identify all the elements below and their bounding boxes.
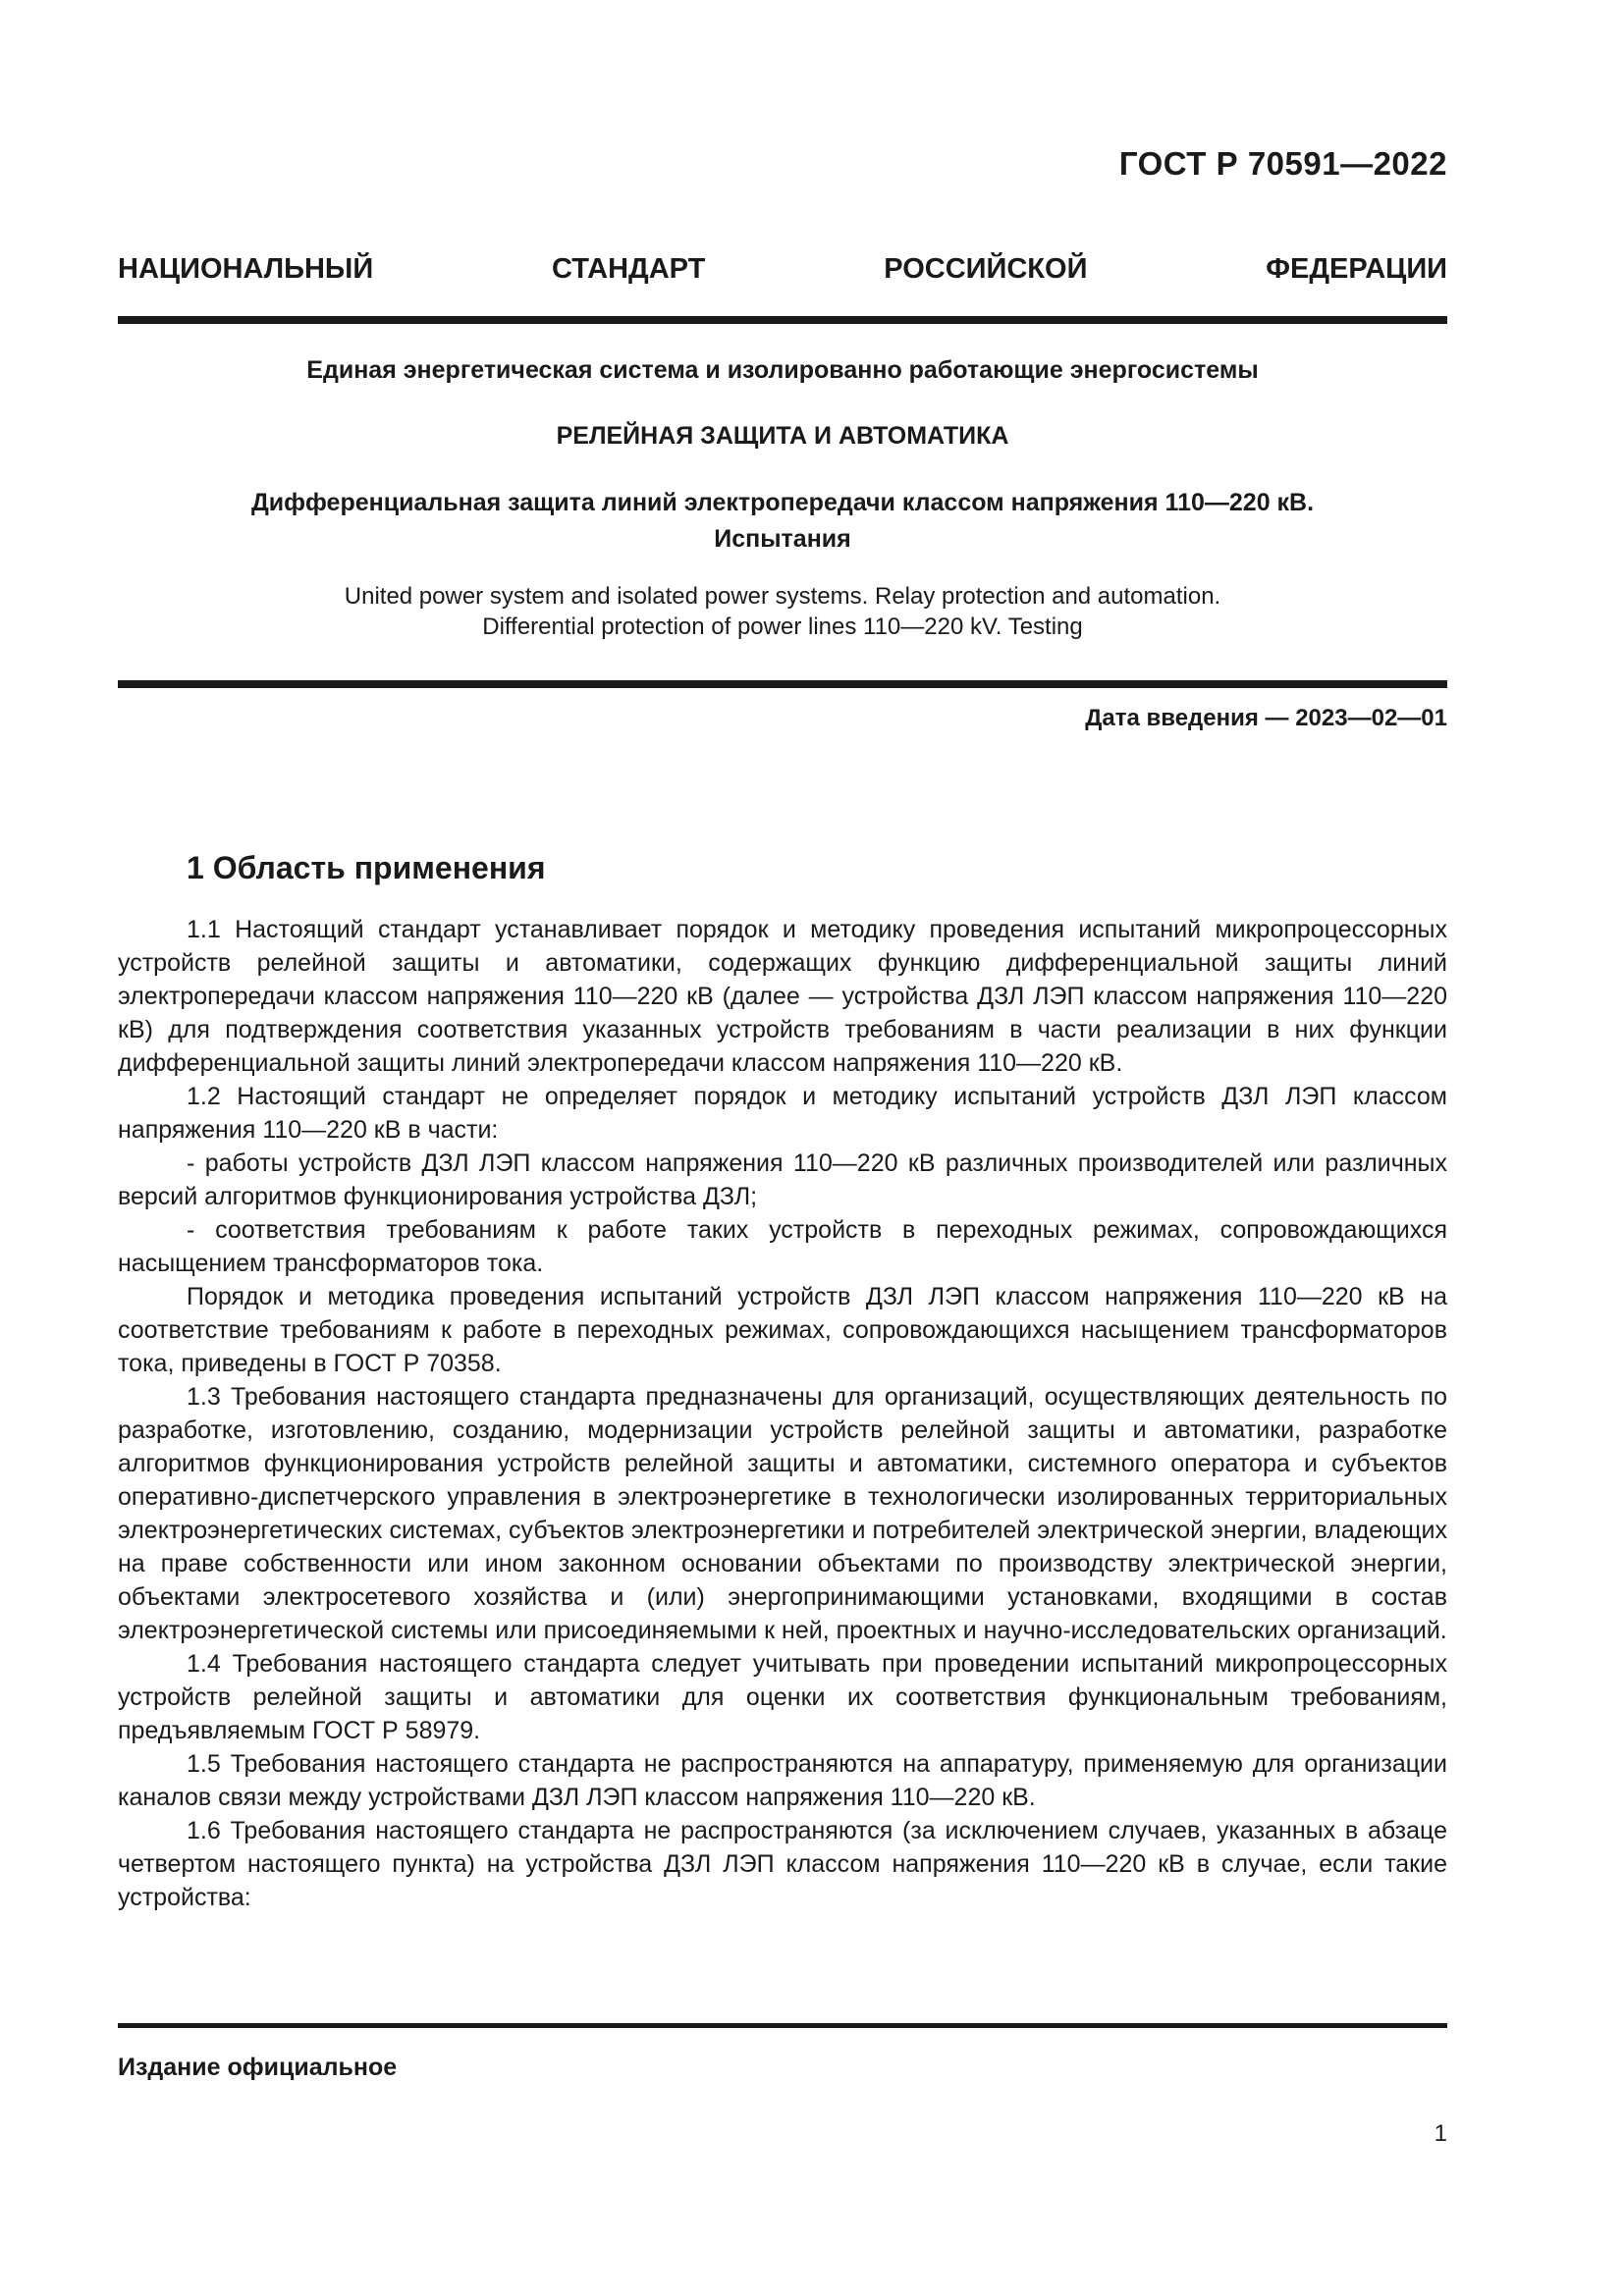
banner-letter: И [1406,253,1428,285]
banner-letter [705,253,884,285]
top-rule [118,316,1447,324]
banner-letter: С [552,253,572,285]
banner-letter: А [137,253,159,285]
title-english-line-1: United power system and isolated power systems. Relay protection and automation. [344,583,1221,610]
title-subject [118,485,1447,558]
introduction-date: Дата введения — 2023—02—01 [1085,705,1447,731]
banner-letter: Е [1329,253,1349,285]
banner-letter: С [924,253,946,285]
footer-rule [118,2023,1447,2028]
banner-letter [1087,253,1266,285]
section-heading: 1 Область применения [187,850,546,885]
paragraph: - работы устройств ДЗЛ ЛЭП классом напряжения 110—220 кВ различных производителей или различных версий алгоритмов функционирования устройства ДЗЛ; [118,1149,1447,1210]
section-body [118,913,1447,1914]
banner-letter: Й [986,253,1007,285]
banner-letter: И [965,253,987,285]
standard-number: ГОСТ Р 70591—2022 [1118,145,1447,182]
banner-letter: И [180,253,200,285]
page-number: 1 [1434,2120,1447,2147]
paragraph: 1.4 Требования настоящего стандарта следует учитывать при проведении испытаний микропроцессорных устройств релейной защиты и автоматики для оценки их соответствия функциональным требованиям, предъявляемым ГОСТ Р 58979. [118,1650,1447,1744]
title-rule [118,680,1447,688]
official-edition-label: Издание официальное [118,2054,398,2081]
paragraph: 1.2 Настоящий стандарт не определяет порядок и методику испытаний устройств ДЗЛ ЛЭП классом напряжения 110—220 кВ в части: [118,1083,1447,1144]
banner-letter: Й [352,253,374,285]
banner-letter: Р [1348,253,1366,285]
national-standard-banner [118,253,1447,286]
banner-letter: И [1427,253,1448,285]
banner-letter: С [945,253,966,285]
paragraph: - соответствия требованиям к работе таких устройств в переходных режимах, сопровождающихся насыщением трансформаторов тока. [118,1216,1447,1277]
banner-letter: А [648,253,670,285]
title-subject-line-1: Дифференциальная защита линий электропередачи классом напряжения 110—220 кВ. [250,489,1315,516]
banner-letter: Й [1066,253,1088,285]
banner-letter: Д [1309,253,1330,285]
banner-letter: Т [571,253,588,285]
paragraph: 1.3 Требования настоящего стандарта предназначены для организаций, осуществляющих деятельность по разработке, изготовлению, созданию, модернизации устройств релейной защиты и автоматики, разработке алгоритмов функционирования устройств релейной защиты и автоматики, системного оператора и субъектов оперативно-диспетчерского управления в электроэнергетике в технологически изолированных территориальных электроэнергетических системах, субъектов электроэнергетики и потребителей электрической энергии, владеющих на праве собственности или ином законном основании объектами по производству электрической энергии, объектами электросетевого хозяйства и (или) энергопринимающими установками, входящими в состав электроэнергетической системы или присоединяемыми к ней, проектных и научно-исследовательских организаций. [118,1383,1447,1644]
title-system: Единая энергетическая система и изолированно работающие энергосистемы [306,356,1259,384]
banner-letter: Н [118,253,138,285]
banner-letter: О [1045,253,1067,285]
banner-letter: Н [222,253,244,285]
banner-letter: Ы [324,253,353,285]
banner-letter: К [1027,253,1045,285]
title-main: РЕЛЕЙНАЯ ЗАЩИТА И АВТОМАТИКА [556,422,1009,450]
banner-letter: Н [608,253,629,285]
banner-letter: А [587,253,609,285]
title-subject-line-2: Испытания [714,525,851,553]
banner-letter: Ф [1266,253,1291,285]
banner-letter: О [902,253,925,285]
banner-letter: Д [628,253,649,285]
banner-letter: А [1365,253,1386,285]
paragraph: 1.5 Требования настоящего стандарта не распространяются на аппаратуру, применяемую для организации каналов связи между устройствами ДЗЛ ЛЭП классом напряжения 110—220 кВ. [118,1750,1447,1811]
banner-letter [373,253,552,285]
paragraph: 1.6 Требования настоящего стандарта не распространяются (за исключением случаев, указанных в абзаце четвертом настоящего пункта) на устройства ДЗЛ ЛЭП классом напряжения 110—220 кВ в случае, если такие устройства: [118,1817,1447,1911]
title-english-line-2: Differential protection of power lines 110—220 kV. Testing [482,614,1083,640]
title-english [118,581,1447,642]
banner-letter: Ц [1385,253,1407,285]
banner-letter: Е [1290,253,1310,285]
banner-letter: Т [687,253,706,285]
banner-letter: Н [303,253,325,285]
banner-letter: Ь [284,253,304,285]
paragraph: Порядок и методика проведения испытаний устройств ДЗЛ ЛЭП классом напряжения 110—220 кВ на соответствие требованиям к работе в переходных режимах, сопровождающихся насыщением трансформаторов тока, приведены в ГОСТ Р 70358. [118,1283,1447,1377]
banner-letter: С [1006,253,1028,285]
banner-letter: Л [263,253,285,285]
banner-letter: Р [884,253,903,285]
banner-text [118,253,1447,285]
paragraph: 1.1 Настоящий стандарт устанавливает порядок и методику проведения испытаний микропроцессорных устройств релейной защиты и автоматики, содержащих функцию дифференциальной защиты линий электропередачи классом напряжения 110—220 кВ (далее — устройства ДЗЛ ЛЭП классом напряжения 110—220 кВ) для подтверждения соответствия указанных устройств требованиям в части реализации в них функции дифференциальной защиты линий электропередачи классом напряжения 110—220 кВ. [118,916,1447,1077]
banner-letter: О [199,253,223,285]
banner-letter: А [243,253,264,285]
banner-letter: Р [669,253,688,285]
banner-letter: Ц [158,253,181,285]
